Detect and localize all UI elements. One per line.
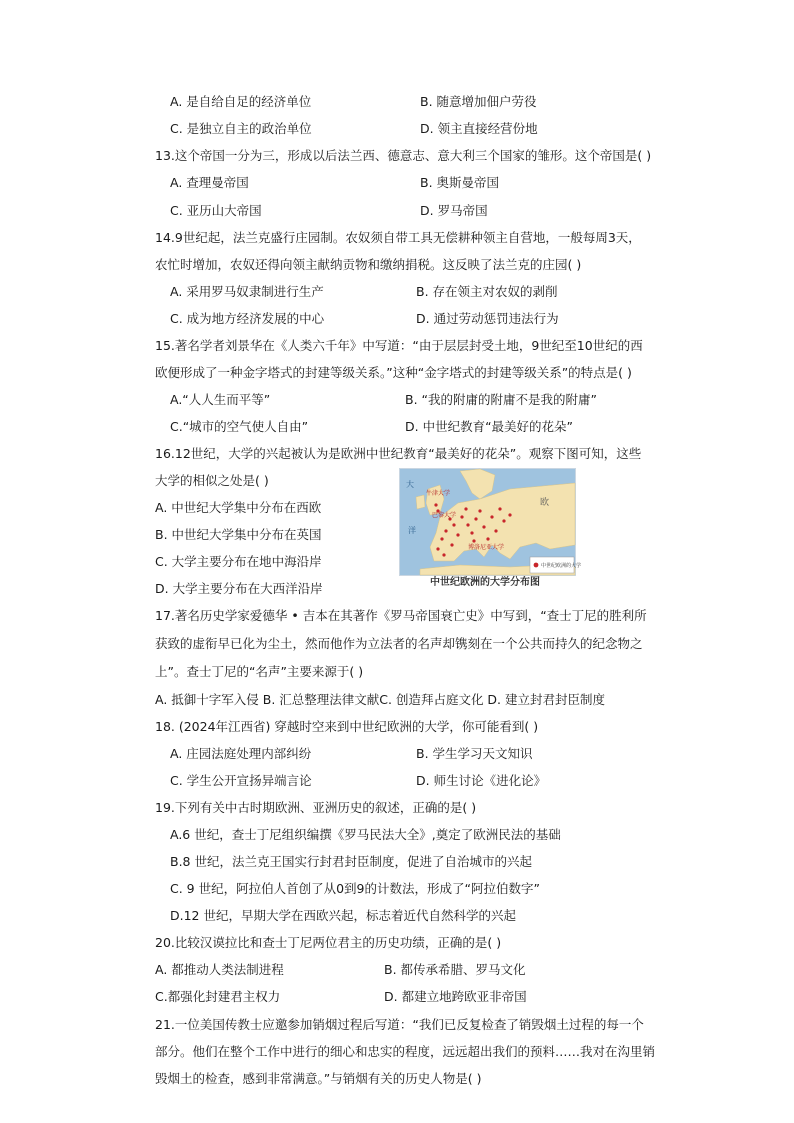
q14-option-c[interactable]: C. 成为地方经济发展的中心 [170,311,325,326]
q16-option-b[interactable]: B. 中世纪大学集中分布在英国 [155,527,322,542]
q16-stem-line1: 16.12世纪，大学的兴起被认为是欧洲中世纪教育“最美好的花朵”。观察下图可知，这些 [155,446,642,461]
map-caption: 中世纪欧洲的大学分布图 [430,577,540,588]
q14-option-a[interactable]: A. 采用罗马奴隶制进行生产 [170,284,324,299]
q15-stem-line1: 15.著名学者刘景华在《人类六千年》中写道：“由于层层封受土地，9世纪至10世纪的西 [155,338,643,353]
q12-option-d[interactable]: D. 领主直接经营份地 [420,121,538,136]
q16-stem-line2: 大学的相似之处是( ) [155,473,269,488]
q12-option-b[interactable]: B. 随意增加佃户劳役 [420,94,537,109]
q20-option-a[interactable]: A. 都推动人类法制进程 [155,962,284,977]
q14-stem-line1: 14.9世纪起，法兰克盛行庄园制。农奴须自带工具无偿耕种领主自营地，一般每周3天， [155,230,641,245]
q13-option-b[interactable]: B. 奥斯曼帝国 [420,175,500,190]
q15-stem-line2: 欧便形成了一种金字塔式的封建等级关系。”这种“金字塔式的封建等级关系”的特点是( ) [155,365,632,380]
q15-option-a[interactable]: A.“人人生而平等” [170,392,271,407]
q18-option-d[interactable]: D. 师生讨论《进化论》 [416,773,547,788]
university-map [399,468,582,576]
q16-option-d[interactable]: D. 大学主要分布在大西洋沿岸 [155,581,323,596]
q13-option-c[interactable]: C. 亚历山大帝国 [170,203,262,218]
map-sea-label-1: 大 [406,480,414,489]
q14-option-d[interactable]: D. 通过劳动惩罚违法行为 [416,311,559,326]
q20-stem: 20.比较汉谟拉比和查士丁尼两位君主的历史功绩，正确的是( ) [155,935,502,950]
q19-option-c[interactable]: C. 9 世纪，阿拉伯人首创了从0到9的计数法，形成了“阿拉伯数字” [170,881,540,896]
q19-option-a[interactable]: A.6 世纪，查士丁尼组织编撰《罗马民法大全》,奠定了欧洲民法的基础 [170,827,561,842]
q13-option-d[interactable]: D. 罗马帝国 [420,203,488,218]
q12-option-a[interactable]: A. 是自给自足的经济单位 [170,94,312,109]
q18-option-a[interactable]: A. 庄园法庭处理内部纠纷 [170,746,312,761]
q13-stem: 13.这个帝国一分为三，形成以后法兰西、德意志、意大利三个国家的雏形。这个帝国是( ) [155,148,652,163]
map-legend-dot [534,563,539,568]
q12-option-c[interactable]: C. 是独立自主的政治单位 [170,121,312,136]
europe-map-graphic [400,469,582,575]
q16-option-c[interactable]: C. 大学主要分布在地中海沿岸 [155,554,322,569]
q14-stem-line2: 农忙时增加，农奴还得向领主献纳贡物和缴纳捐税。这反映了法兰克的庄园( ) [155,257,582,272]
q15-option-d[interactable]: D. 中世纪教育“最美好的花朵” [405,419,574,434]
q17-stem-line1: 17.著名历史学家爱德华 • 吉本在其著作《罗马帝国衰亡史》中写到，“查士丁尼的胜利所 [155,608,647,623]
q21-stem-line1: 21.一位美国传教士应邀参加销烟过程后写道：“我们已反复检查了销毁烟土过程的每一个 [155,1017,644,1032]
q17-stem-line2: 获致的虚衔早已化为尘土，然而他作为立法者的名声却镌刻在一个公共而持久的纪念物之 [155,636,643,651]
q20-option-d[interactable]: D. 都建立地跨欧亚非帝国 [384,989,527,1004]
q19-option-d[interactable]: D.12 世纪，早期大学在西欧兴起，标志着近代自然科学的兴起 [170,908,516,923]
q18-option-b[interactable]: B. 学生学习天文知识 [416,746,533,761]
q16-option-a[interactable]: A. 中世纪大学集中分布在西欧 [155,500,322,515]
map-region-label: 欧 [540,498,550,508]
q20-option-c[interactable]: C.都强化封建君主权力 [155,989,281,1004]
q21-stem-line3: 毁烟土的检查，感到非常满意。”与销烟有关的历史人物是( ) [155,1071,482,1086]
q13-option-a[interactable]: A. 查理曼帝国 [170,175,249,190]
q15-option-b[interactable]: B. “我的附庸的附庸不是我的附庸” [405,392,597,407]
q15-option-c[interactable]: C.“城市的空气使人自由” [170,419,309,434]
q20-option-b[interactable]: B. 都传承希腊、罗马文化 [384,962,526,977]
q14-option-b[interactable]: B. 存在领主对农奴的剥削 [416,284,558,299]
q21-stem-line2: 部分。他们在整个工作中进行的细心和忠实的程度，远远超出我们的预料……我对在沟里销 [155,1044,656,1059]
map-label-paris: 巴黎大学 [432,512,457,519]
q17-options[interactable]: A. 抵御十字军入侵 B. 汇总整理法律文献C. 创造拜占庭文化 D. 建立封君封臣制度 [155,692,605,707]
q19-option-b[interactable]: B.8 世纪，法兰克王国实行封君封臣制度，促进了自治城市的兴起 [170,854,532,869]
map-sea-label-2: 洋 [408,526,416,535]
q18-option-c[interactable]: C. 学生公开宣扬异端言论 [170,773,312,788]
q17-stem-line3: 上”。查士丁尼的“名声”主要来源于( ) [155,664,364,679]
map-legend-label: 中世纪欧洲的大学 [541,563,582,569]
map-land-ireland [416,495,425,509]
map-label-bologna: 博洛尼亚大学 [468,544,505,551]
map-label-oxford: 牛津大学 [426,490,451,497]
q18-stem: 18. (2024年江西省) 穿越时空来到中世纪欧洲的大学，你可能看到( ) [155,719,539,734]
q19-stem: 19.下列有关中古时期欧洲、亚洲历史的叙述，正确的是( ) [155,800,477,815]
